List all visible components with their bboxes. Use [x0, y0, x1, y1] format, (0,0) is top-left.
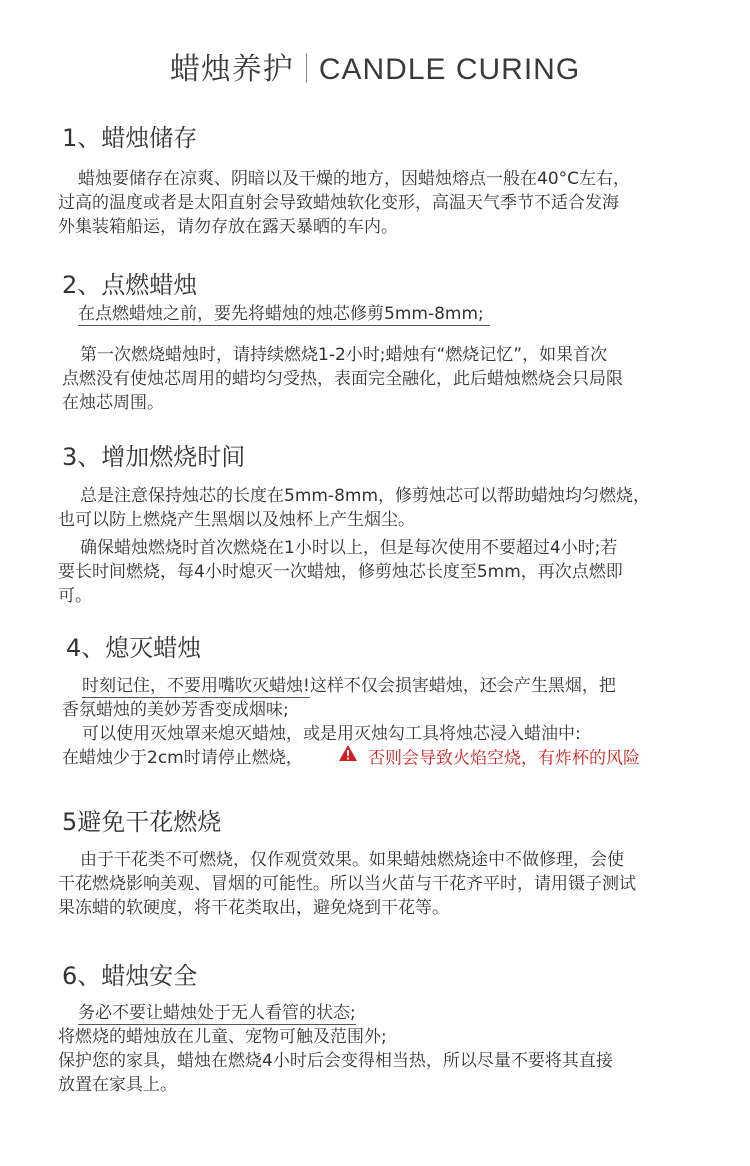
- s2-note-text: 在点燃蜡烛之前，要先将蜡烛的烛芯修剪5mm-8mm;: [78, 304, 490, 326]
- s3-line-5: 可。: [58, 586, 92, 606]
- s2-line-3: 在烛芯周围。: [62, 393, 164, 413]
- s6-line-2: 保护您的家具，蜡烛在燃烧4小时后会变得相当热，所以尽量不要将其直接: [58, 1051, 613, 1071]
- s4-line-3: 可以使用灭烛罩来熄灭蜡烛，或是用灭烛勾工具将烛芯浸入蜡油中:: [82, 724, 581, 744]
- s2-line-2: 点燃没有使烛芯周用的蜡均匀受热，表面完全融化，此后蜡烛燃烧会只局限: [62, 369, 623, 389]
- s4-line-1: [82, 674, 616, 698]
- s4-line-1-underlined: 时刻记住，不要用嘴吹灭蜡烛!: [82, 676, 310, 696]
- s5-line-1: 由于干花类不可燃烧，仅作观赏效果。如果蜡烛燃烧途中不做修理，会使: [80, 850, 624, 870]
- s6-line-1: 将燃烧的蜡烛放在儿童、宠物可触及范围外;: [58, 1027, 387, 1047]
- s3-line-4: 要长时间燃烧，每4小时熄灭一次蜡烛，修剪烛芯长度至5mm，再次点燃即: [58, 562, 623, 582]
- s3-line-2: 也可以防上燃烧产生黑烟以及烛杯上产生烟尘。: [58, 510, 415, 530]
- s6-note-text: 务必不要让蜡烛处于无人看管的状态;: [78, 1003, 356, 1023]
- s4-warning-text: 否则会导致火焰空烧，有炸杯的风险: [368, 748, 640, 769]
- page-title: [0, 44, 750, 88]
- s4-line-4: 在蜡烛少于2cm时请停止燃烧，: [62, 748, 303, 768]
- s3-line-1: 总是注意保持烛芯的长度在5mm-8mm，修剪烛芯可以帮助蜡烛均匀燃烧，: [80, 486, 651, 506]
- s4-line-2: 香氛蜡烛的美妙芳香变成烟味;: [62, 700, 289, 720]
- s1-line-3: 外集装箱船运，请勿存放在露天暴晒的车内。: [58, 217, 398, 237]
- s6-note: [78, 1001, 356, 1025]
- section-1-heading: 1、蜡烛储存: [62, 124, 198, 152]
- s3-line-3: 确保蜡烛燃烧时首次燃烧在1小时以上，但是每次使用不要超过4小时;若: [80, 538, 618, 558]
- s2-line-1: 第一次燃烧蜡烛时，请持续燃烧1-2小时;蜡烛有“燃烧记忆”，如果首次: [80, 345, 608, 365]
- s1-line-2: 过高的温度或者是太阳直射会导致蜡烛软化变形，高温天气季节不适合发海: [58, 193, 619, 213]
- s6-line-3: 放置在家具上。: [58, 1075, 177, 1095]
- section-3-heading: 3、增加燃烧时间: [62, 443, 246, 471]
- s5-line-2: 干花燃烧影响美观、冒烟的可能性。所以当火苗与干花齐平时，请用镊子测试: [58, 874, 636, 894]
- warning-triangle-icon: [338, 744, 358, 769]
- s1-line-1: 蜡烛要储存在凉爽、阴暗以及干燥的地方，因蜡烛熔点一般在40°C左右，: [78, 169, 631, 189]
- section-5-heading: 5避免干花燃烧: [62, 808, 222, 836]
- s5-line-3: 果冻蜡的软硬度，将干花类取出，避免烧到干花等。: [58, 898, 449, 918]
- page-title-en: CANDLE CURING: [318, 53, 581, 86]
- section-6-heading: 6、蜡烛安全: [62, 962, 198, 990]
- section-4-heading: 4、熄灭蜡烛: [66, 634, 202, 662]
- s4-warning: [338, 746, 640, 771]
- page-title-zh: 蜡烛养护: [169, 52, 294, 87]
- s2-note: [78, 302, 490, 326]
- title-separator: [306, 53, 307, 83]
- s4-line-1-rest: 这样不仅会损害蜡烛，还会产生黑烟，把: [309, 676, 616, 696]
- section-2-heading: 2、点燃蜡烛: [62, 271, 198, 299]
